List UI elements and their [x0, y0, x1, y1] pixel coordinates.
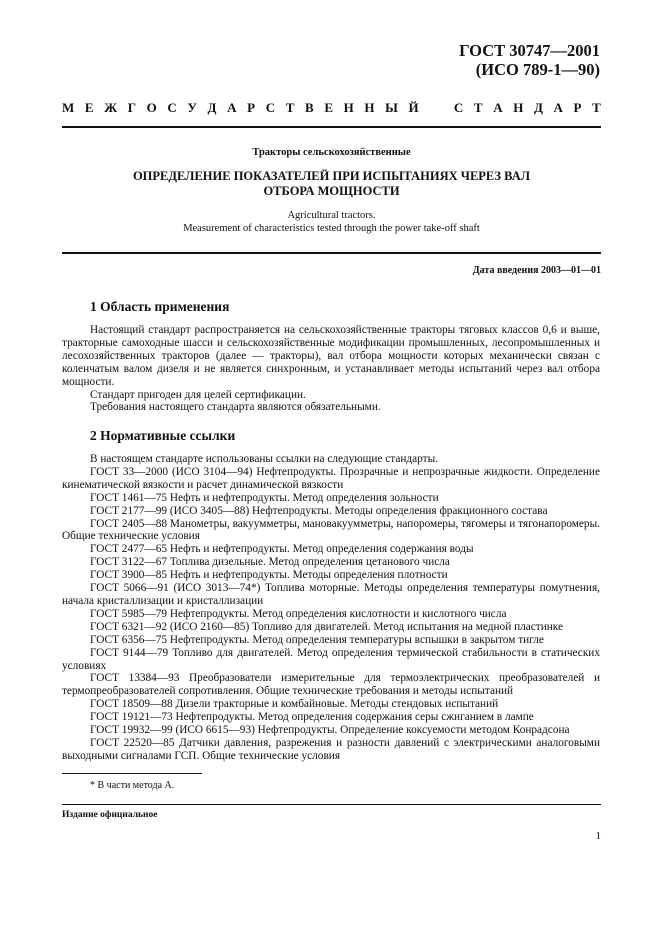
reference-item: ГОСТ 9144—79 Топливо для двигателей. Метод определения термической стабильности в статических условиях	[62, 646, 600, 672]
document-subtitle: Тракторы сельскохозяйственные	[252, 147, 411, 158]
top-rule	[62, 126, 601, 128]
reference-item: ГОСТ 3900—85 Нефть и нефтепродукты. Методы определения плотности	[90, 569, 448, 582]
banner-letter: Н	[364, 100, 375, 115]
banner-letter: Н	[343, 100, 354, 115]
reference-item: ГОСТ 2405—88 Манометры, вакуумметры, мановакуумметры, напоромеры, тягомеры и тягонапоромеры. Общие технические условия	[62, 517, 600, 543]
reference-item: ГОСТ 18509—88 Дизели тракторные и комбайновые. Методы стендовых испытаний	[90, 698, 499, 711]
banner-letter: Е	[324, 100, 333, 115]
banner-letter: Р	[247, 100, 256, 115]
paragraph: Требования настоящего стандарта являются обязательными.	[90, 401, 381, 414]
banner-letter: Р	[573, 100, 582, 115]
banner-letter: Й	[408, 100, 419, 115]
reference-item: ГОСТ 13384—93 Преобразователи измерительные для термоэлектрических преобразователей и термопреобразователей сопротивления. Общие технические требования и методы испытаний	[62, 672, 600, 698]
reference-item: ГОСТ 6356—75 Нефтепродукты. Метод определения температуры вспышки в закрытом тигле	[90, 633, 544, 646]
official-edition-label: Издание официальное	[62, 810, 158, 820]
reference-item: ГОСТ 5985—79 Нефтепродукты. Метод определения кислотности и кислотного числа	[90, 607, 507, 620]
interstate-standard-banner	[62, 100, 601, 115]
banner-letter: Ж	[104, 100, 118, 115]
gost-code: ГОСТ 30747—2001	[459, 41, 600, 60]
banner-letter: Д	[533, 100, 543, 115]
banner-letter	[429, 100, 443, 115]
banner-letter: Ы	[385, 100, 398, 115]
banner-letter: Н	[513, 100, 524, 115]
banner-letter: В	[305, 100, 314, 115]
bottom-rule	[62, 804, 601, 805]
banner-letter: У	[187, 100, 197, 115]
reference-item: ГОСТ 33—2000 (ИСО 3104—94) Нефтепродукты. Прозрачные и непрозрачные жидкости. Определение кинематической вязкости и расчет динамической вязкости	[62, 465, 600, 491]
page-number: 1	[595, 830, 601, 842]
intro-date: Дата введения 2003—01—01	[472, 265, 601, 276]
title-line: ОТБОРА МОЩНОСТИ	[263, 184, 400, 198]
reference-item: ГОСТ 19121—73 Нефтепродукты. Метод определения содержания серы сжиганием в лампе	[90, 711, 534, 724]
paragraph: Стандарт пригоден для целей сертификации.	[90, 388, 306, 401]
banner-letter: С	[265, 100, 276, 115]
paragraph: В настоящем стандарте использованы ссылки на следующие стандарты.	[90, 453, 439, 465]
document-title	[62, 169, 601, 199]
banner-letter: М	[62, 100, 75, 115]
banner-letter: С	[167, 100, 177, 115]
reference-item: ГОСТ 6321—92 (ИСО 2160—85) Топливо для двигателей. Метод испытания на медной пластинке	[90, 620, 564, 633]
banner-letter: А	[493, 100, 503, 115]
section-2-body	[62, 453, 600, 763]
banner-letter: Е	[84, 100, 94, 115]
banner-letter: Д	[207, 100, 217, 115]
footnote: * В части метода А.	[90, 780, 175, 791]
reference-item: ГОСТ 3122—67 Топлива дизельные. Метод определения цетанового числа	[90, 556, 450, 569]
reference-item: ГОСТ 2177—99 (ИСО 3405—88) Нефтепродукты. Методы определения фракционного состава	[90, 504, 548, 517]
banner-letter: С	[453, 100, 464, 115]
title-line: ОПРЕДЕЛЕНИЕ ПОКАЗАТЕЛЕЙ ПРИ ИСПЫТАНИЯХ ЧЕРЕЗ ВАЛ	[132, 169, 531, 183]
paragraph: Настоящий стандарт распространяется на сельскохозяйственные тракторы тяговых классов 0,6 и выше, тракторные самоходные шасси и сельскохозяйственные модификации промышленных, лесопромышленных и лесохозяйственных тракторов (далее — тракторы), вал отбора мощности которых механически связан с коленчатым валом дизеля и не является синхронным, и устанавливает методы испытаний через вал отбора мощности.	[62, 324, 600, 388]
footnote-rule	[62, 773, 202, 774]
iso-code: (ИСО 789-1—90)	[475, 60, 600, 79]
banner-letter: Т	[473, 100, 483, 115]
english-title	[62, 209, 601, 235]
section-1-heading: 1 Область применения	[90, 299, 230, 314]
banner-letter: Г	[127, 100, 136, 115]
reference-item: ГОСТ 2477—65 Нефть и нефтепродукты. Метод определения содержания воды	[90, 543, 474, 556]
reference-item: ГОСТ 1461—75 Нефть и нефтепродукты. Метод определения зольности	[90, 491, 439, 504]
banner-letter: Т	[592, 100, 601, 115]
section-1-body	[62, 324, 600, 414]
reference-item: ГОСТ 5066—91 (ИСО 3013—74*) Топлива моторные. Методы определения температуры помутнения, начала кристаллизации и кристаллизации	[62, 582, 600, 607]
title-rule	[62, 252, 601, 254]
section-2-heading: 2 Нормативные ссылки	[90, 428, 236, 443]
english-title-line: Agricultural tractors.	[287, 210, 376, 221]
english-title-line: Measurement of characteristics tested through the power take-off shaft	[183, 223, 480, 234]
standard-designation	[459, 41, 600, 79]
banner-letter: А	[553, 100, 563, 115]
banner-letter: А	[227, 100, 237, 115]
banner-letter: О	[146, 100, 157, 115]
reference-item: ГОСТ 22520—85 Датчики давления, разрежения и разности давлений с электрическими аналоговыми выходными сигналами ГСП. Общие технические условия	[62, 736, 600, 762]
reference-item: ГОСТ 19932—99 (ИСО 6615—93) Нефтепродукты. Определение коксуемости методом Конрадсона	[90, 724, 570, 737]
banner-letter: Т	[285, 100, 295, 115]
